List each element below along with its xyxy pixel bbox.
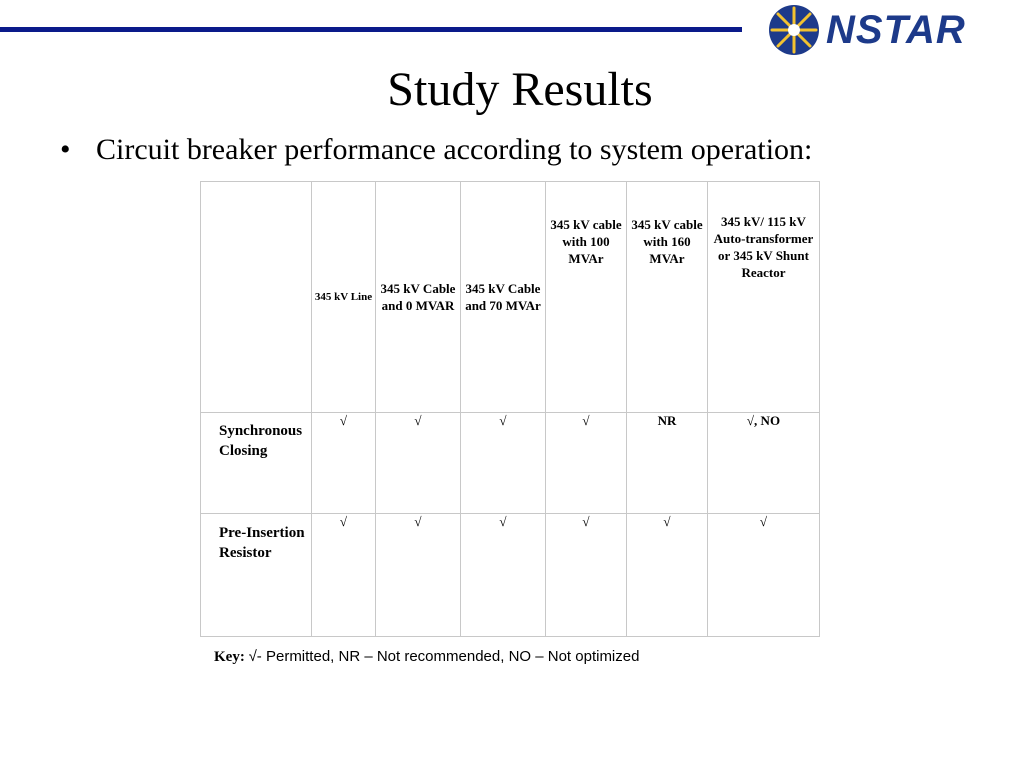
table-cell: √, NO bbox=[708, 413, 820, 514]
row-label: Synchronous Closing bbox=[201, 413, 312, 514]
header-rule bbox=[0, 27, 742, 32]
header-cell: 345 kV cable with 100 MVAr bbox=[546, 182, 627, 413]
bullet-item bbox=[60, 133, 812, 167]
key-text: √- Permitted, NR – Not recommended, NO – Not optimized bbox=[248, 648, 640, 665]
header-cell: 345 kV Cable and 0 MVAR bbox=[376, 182, 461, 413]
table-cell: √ bbox=[312, 413, 376, 514]
table-cell: NR bbox=[627, 413, 708, 514]
header-cell-empty bbox=[201, 182, 312, 413]
table-cell: √ bbox=[376, 413, 461, 514]
nstar-logo bbox=[766, 2, 1016, 58]
table-cell: √ bbox=[546, 514, 627, 637]
results-table bbox=[200, 181, 820, 637]
bullet-text: Circuit breaker performance according to system operation: bbox=[96, 133, 813, 166]
header-cell: 345 kV Cable and 70 MVAr bbox=[461, 182, 546, 413]
table-cell: √ bbox=[461, 514, 546, 637]
key-label: Key: bbox=[214, 649, 245, 665]
bullet-symbol: • bbox=[60, 133, 71, 166]
logo-wordmark: NSTAR bbox=[826, 8, 966, 52]
table-cell: √ bbox=[461, 413, 546, 514]
page-title: Study Results bbox=[387, 63, 653, 116]
table-cell: √ bbox=[546, 413, 627, 514]
header-cell: 345 kV Line bbox=[312, 182, 376, 413]
table-cell: √ bbox=[376, 514, 461, 637]
table-row bbox=[201, 413, 820, 514]
header-cell: 345 kV cable with 160 MVAr bbox=[627, 182, 708, 413]
table-header-row bbox=[201, 182, 820, 413]
table-cell: √ bbox=[312, 514, 376, 637]
table-cell: √ bbox=[627, 514, 708, 637]
key-legend bbox=[214, 648, 639, 666]
table-row bbox=[201, 514, 820, 637]
row-label: Pre-Insertion Resistor bbox=[201, 514, 312, 637]
sun-logo-icon bbox=[766, 2, 822, 58]
table-cell: √ bbox=[708, 514, 820, 637]
header-cell: 345 kV/ 115 kV Auto-transformer or 345 kV Shunt Reactor bbox=[708, 182, 820, 413]
